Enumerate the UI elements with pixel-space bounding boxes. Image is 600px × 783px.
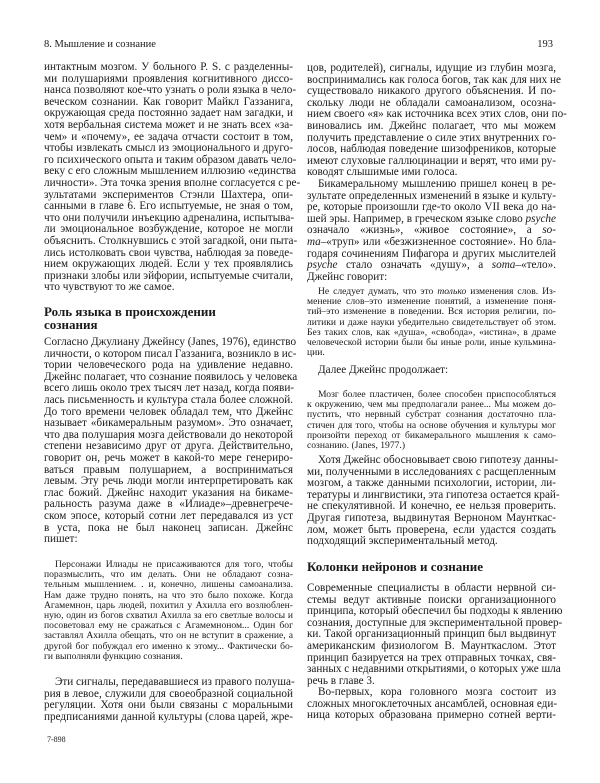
text-line: речь в главе 3. (307, 674, 375, 687)
italic-term: so- (542, 224, 556, 237)
text-line: объяснить. Столкнувшись с этой загадкой, они пыта- (44, 234, 298, 247)
text-line: сознанию. (Janes, 1977.) (307, 439, 406, 451)
text-line: го психического опыта и таким образом давать чело- (44, 153, 297, 166)
text-segment: означало «жизнь», «живое состояние», а (307, 224, 543, 237)
text-line: Джейнс говорит: (307, 270, 388, 283)
paragraph (44, 61, 301, 294)
text-line: ги выполняли функцию сознания. (44, 650, 183, 662)
text-line: имеют слуховые галлюцинации и верят, что ими ру- (307, 154, 556, 167)
text-line: другой бог побуждал его именно к этому... Фактически бо- (44, 640, 293, 652)
text-line: подходящий экспериментальный метод. (307, 535, 498, 548)
text-line: ную, один из богов схватил Ахилла за его светлые волосы и (44, 609, 293, 621)
text-line: Другая гипотеза, выдвинутая Верноном Маунткас- (307, 511, 556, 524)
text-line: веку с его сложным мышлением иллюзию «единства (44, 165, 296, 178)
text-segment: стало означать «душу», а (337, 259, 492, 272)
text-line: Далее Джейнс продолжает: (318, 364, 449, 376)
text-line: Современные специалисты в области нервной си- (307, 582, 556, 594)
text-line: ница которых образована примерно сотней верти- (307, 709, 556, 722)
section-heading (44, 306, 293, 331)
text-line: Мозг более пластичен, более способен приспособляться (318, 389, 556, 400)
text-line: менение слов–это изменение понятий, а изменение поня- (307, 296, 556, 308)
text-line: веческом сознании. Как говорит Майкл Газзанига, (44, 95, 293, 108)
text-line: ре, которые произошли где-то около VII века до на- (307, 201, 556, 214)
running-header-chapter: 8. Мышление и сознание (44, 39, 156, 50)
text-line: чем» и «почему», ее задача отчасти состоит в том, (44, 130, 293, 143)
text-line: Согласно Джулиану Джейнсу (Janes, 1976), единство (44, 336, 297, 348)
text-line: глас божий. Джейнс находит указания на бикаме- (44, 486, 293, 499)
text-line: лась письменность и культура стала более сложной. (44, 393, 293, 406)
paragraph (307, 62, 567, 179)
text-line: стичен для того, чтобы на основе обучения и культуры мог (307, 419, 556, 431)
text-line: Агамемнон, царь людей, похитил у Ахилла его возлюблен- (44, 599, 293, 611)
text-line: До того времени человек обладал тем, что Джейнс (44, 405, 293, 418)
paragraph (307, 454, 560, 548)
text-line: ли эмоциональное возбуждение, которое не могли (44, 223, 293, 236)
text-line: что два полушария мозга действовали до некоторой (44, 428, 293, 441)
printer-signature: 7-898 (47, 735, 66, 744)
text-line: не спекулятивной. И конечно, ее нельзя проверить. (307, 500, 556, 513)
text-line: ции. (307, 347, 325, 359)
text-line: Хотя Джейнс обосновывает свою гипотезу данны- (318, 454, 559, 466)
section-heading (307, 561, 556, 574)
text-line: говорит он, речь может в какой-то мере генериро- (44, 451, 293, 464)
paragraph (307, 687, 556, 722)
text-line: лосов, наблюдая поведение шизофреников, которые (307, 143, 556, 156)
text-segment: шей эры. Например, в греческом языке слово (307, 212, 526, 225)
text-line: человеческой истории были бы иные роли, иные кульмина- (307, 336, 556, 348)
text-line: зультатами экспериментов Стэнли Шахтера, опи- (44, 188, 293, 201)
text-line: поразмыслить, что им делать. Они не обладают созна- (44, 569, 293, 581)
text-line (307, 260, 556, 272)
block-quote (307, 390, 556, 451)
text-line: ском эпосе, который сотни лет передавался из уст (44, 509, 293, 522)
text-line: личности». Эта точка зрения вполне согласуется с ре- (44, 176, 301, 189)
text-line: в уста, пока не был наконец записан. Джейнс (44, 521, 293, 534)
text-line: ководят слышимые ими голоса. (307, 166, 458, 179)
paragraph (44, 677, 293, 723)
italic-term: psyche (525, 212, 556, 225)
italic-term: только (437, 286, 467, 297)
text-line: тории человеческого рода на удивление недавно. (44, 359, 293, 372)
text-segment: изменения слов. Из- (466, 286, 556, 297)
text-line: нанса позволяют кое-что узнать о роли языка в чело- (44, 84, 297, 97)
text-line: пишет: (44, 533, 78, 546)
text-line: мозгом, а также данными психологии, истории, ли- (307, 477, 556, 490)
text-line: занных с недавними открытиями, о которых уже шла (307, 663, 561, 676)
text-line: лом, может быть проверена, если удастся создать (307, 523, 556, 536)
text-line: воспринимались как голоса богов, так как для них не (307, 73, 561, 86)
paragraph (307, 582, 563, 687)
text-line: Бикамеральному мышлению пришел конец в ре- (318, 178, 556, 190)
text-line: санными в главе 6. Его испытуемые, не зная о том, (44, 200, 293, 213)
text-line: чтобы извлекать смысл из эмоционального и друго- (44, 142, 293, 155)
text-line: левым. Эту речь люди могли интерпретировать как (44, 475, 293, 488)
text-line: нием окружающих людей. Если у тех проявлялись (44, 258, 293, 271)
text-line: получить представление о силе этих внутренних го- (307, 131, 556, 144)
text-line: цов, родителей), сигналы, идущие из глубин мозга, (307, 62, 556, 74)
text-line: интактным мозгом. У больного P. S. с разделенны- (44, 61, 293, 73)
text-line: Во-первых, кора головного мозга состоит из (318, 686, 556, 698)
text-line: тий–это изменение в поведении. Вся история религии, по- (307, 306, 556, 318)
text-line: зультате определенных изменений в языке и культу- (307, 189, 556, 202)
text-line: что они получили инъекцию адреналина, испытыва- (44, 211, 295, 224)
text-line: сознания (44, 316, 98, 332)
text-line: Эти сигналы, передававшиеся из правого полуша- (55, 676, 295, 688)
text-line: Роль языка в происхождении (44, 304, 216, 319)
italic-term: psyche (307, 259, 338, 272)
text-line (307, 237, 556, 249)
text-line: принципа, который обеспечил бы подходы к явлению (307, 605, 563, 618)
text-line: литики и даже науки убедительно свидетельствует об этом. (307, 316, 556, 328)
page-number: 193 (537, 39, 553, 50)
text-line: сложных многоклеточных ансамблей, основная еди- (307, 697, 558, 710)
text-line: Без таких слов, как «душа», «свобода», «истина», в драме (307, 326, 556, 338)
text-line: принцип базируется на трех отправных точках, свя- (307, 651, 556, 664)
text-line: ми, полученными в исследованиях с расщепленным (307, 465, 556, 478)
text-segment: –«тело». (515, 259, 556, 272)
text-line: ки. Такой организационный принцип был выдвинут (307, 628, 556, 641)
text-line: рия в левое, служили для своеобразной социальной (44, 687, 293, 700)
block-quote (307, 287, 556, 358)
text-line: называет «бикамеральным разумом». Это означает, (44, 417, 293, 430)
text-line: к окружению, чем мы предполагали ранее... Мы можем до- (307, 399, 556, 411)
text-line: заставлял Ахилла обещать, что он не вступит в сражение, а (44, 630, 293, 642)
text-line: скольку люди не обладали самоанализом, осозна- (307, 96, 556, 109)
text-line: ми полушариями проявления когнитивного диссо- (44, 72, 293, 85)
text-line: Колонки нейронов и сознание (307, 559, 484, 574)
text-line: пустить, что нервный субстрат сознания достаточно пла- (307, 409, 556, 421)
paragraph (307, 179, 556, 283)
text-segment: Не следует думать, что это (318, 286, 438, 297)
text-line: лись истолковать свои чувства, наблюдая за поведе- (44, 246, 293, 259)
paragraph (44, 336, 298, 546)
text-line: окружающая среда постоянно задает нам загадки, и (44, 107, 293, 120)
text-line: американским физиологом В. Маунткаслом. Этот (307, 639, 556, 652)
text-line: нием своего «я» как источника всех этих слов, они по- (307, 108, 567, 121)
text-line: существовало никакого другого объяснения. И по- (307, 85, 556, 98)
text-line: виновались им. Джейнс полагает, что мы можем (307, 119, 556, 132)
text-line: признаки злобы или эйфории, испытуемые считали, (44, 269, 293, 282)
text-line: стемы ведут активные поиски организационного (307, 593, 556, 606)
italic-term: ma (307, 235, 321, 248)
text-line: тельным мышлением. . и, конечно, лишены самоанализа. (44, 579, 293, 591)
text-line: произойти переход от бикамерального мышления к само- (307, 429, 556, 441)
text-line: личности, о котором писал Газзанига, возникло в ис- (44, 347, 297, 360)
text-line: тературы и лингвистики, эта гипотеза остается край- (307, 488, 560, 501)
italic-term: soma (491, 259, 516, 272)
text-line: ваться правым полушарием, а восприниматься (44, 463, 293, 476)
text-line: сознания, доступные для экспериментальной провер- (307, 616, 563, 629)
text-line: Джейнс полагает, что сознание появилось у человека (44, 370, 298, 383)
text-line: Нам даже трудно понять, на что это было похоже. Когда (44, 589, 293, 601)
text-segment: –«труп» или «безжизненное состояние». Но бла- (320, 235, 556, 248)
text-line: хотя вербальная система может и не знать всех «за- (44, 118, 293, 131)
paragraph (307, 365, 556, 377)
text-line: степени независимо друг от друга. Действительно, (44, 440, 293, 453)
text-line: всего лишь около трех тысяч лет назад, когда появи- (44, 382, 295, 395)
text-line: ральность разума даже в «Илиаде»–древнегрече- (44, 498, 293, 511)
text-line: годаря сочинениям Пифагора и других мыслителей (307, 247, 556, 260)
block-quote (44, 560, 293, 662)
text-line: посоветовал ему не сражаться с Агамемноном... Один бог (44, 620, 293, 632)
text-line: что чувствуют то же самое. (44, 281, 175, 294)
text-line: предписаниями данной культуры (слова царей, жре- (44, 710, 293, 723)
text-line: регуляции. Хотя они были связаны с моральными (44, 699, 293, 712)
text-line: Персонажи Илиады не присаживаются для того, чтобы (55, 559, 293, 570)
